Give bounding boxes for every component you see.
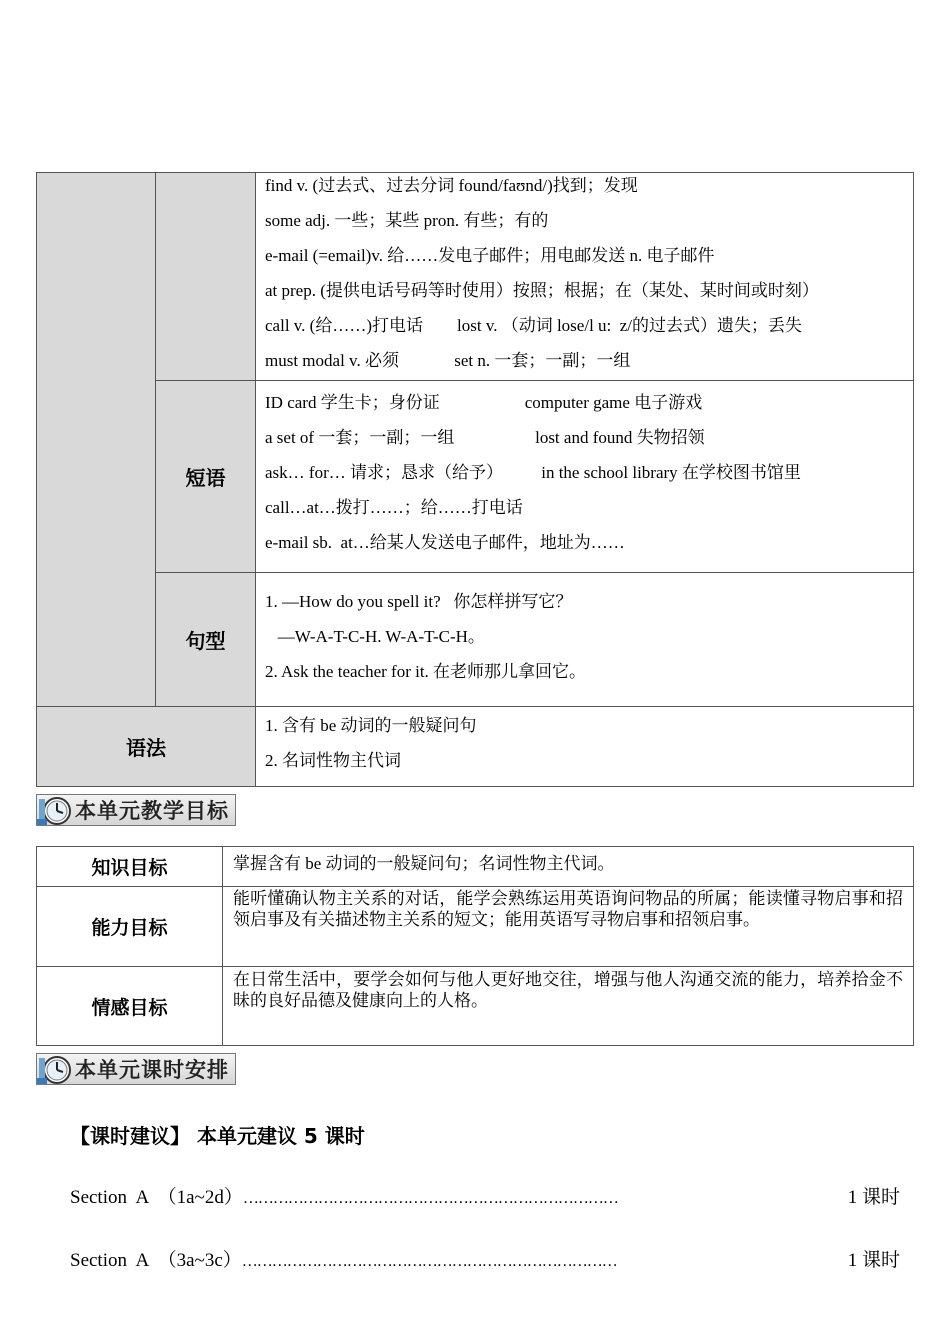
- word-entry: at prep. (提供电话号码等时使用）按照；根据；在（某处、某时间或时刻）: [265, 281, 819, 300]
- phrases-label: 短语: [185, 466, 226, 490]
- banner-title: 本单元课时安排: [75, 1058, 229, 1082]
- sentence-entry: —W-A-T-C-H. W-A-T-C-H。: [265, 627, 485, 646]
- goal-text-knowledge: 掌握含有 be 动词的一般疑问句；名词性物主代词。: [233, 854, 615, 873]
- word-entry: call v. (给……)打电话 lost v. （动词 lose/l u: z/的过去式）遗失；丢失: [265, 316, 803, 335]
- sentences-label: 句型: [185, 629, 226, 653]
- section-banner-schedule: [0, 1052, 236, 1086]
- sentences-cell: [256, 584, 915, 689]
- phrase-entry: call…at…拨打……；给……打电话: [265, 498, 523, 517]
- schedule-section: Section A （3a~3c）: [70, 1250, 242, 1271]
- word-entry: find v. (过去式、过去分词 found/faʊnd/)找到；发现: [265, 176, 638, 195]
- goal-label-knowledge: 知识目标: [91, 857, 168, 879]
- schedule-heading: 【课时建议】 本单元建议 5 课时: [70, 1124, 365, 1148]
- phrase-entry: a set of 一套；一副；一组 lost and found 失物招领: [265, 428, 705, 447]
- word-entry: e-mail (=email)v. 给……发电子邮件；用电邮发送 n. 电子邮件: [265, 246, 715, 265]
- section-banner-goals: [0, 793, 236, 827]
- grammar-entry: 2. 名词性物主代词: [265, 751, 401, 770]
- schedule-dots: …………………………………………………………………: [242, 1190, 618, 1207]
- schedule-item: [70, 1182, 900, 1209]
- banner-title: 本单元教学目标: [75, 799, 229, 823]
- grammar-cell: [256, 708, 915, 778]
- sentence-entry: 1. —How do you spell it? 你怎样拼写它？: [265, 592, 573, 611]
- word-entry: must modal v. 必须 set n. 一套；一副；一组: [265, 351, 631, 370]
- category-column: [37, 173, 156, 707]
- word-entry: some adj. 一些；某些 pron. 有些；有的: [265, 211, 549, 230]
- goal-text-emotion: 在日常生活中，要学会如何与他人更好地交往，增强与他人沟通交流的能力，培养拾金不昧的良好品德及健康向上的人格。: [233, 970, 903, 1010]
- sentence-entry: 2. Ask the teacher for it. 在老师那儿拿回它。: [265, 662, 587, 681]
- clock-icon: [37, 1052, 73, 1086]
- grammar-entry: 1. 含有 be 动词的一般疑问句: [265, 716, 477, 735]
- phrase-entry: ID card 学生卡；身份证 computer game 电子游戏: [265, 393, 703, 412]
- schedule-dots: …………………………………………………………………: [241, 1253, 617, 1270]
- goal-label-emotion: 情感目标: [91, 996, 168, 1019]
- words-cell: [256, 168, 915, 378]
- schedule-section: Section A （1a~2d）: [70, 1187, 243, 1208]
- goal-text-ability: 能听懂确认物主关系的对话，能学会熟练运用英语询问物品的所属；能读懂寻物启事和招领启事及有关描述物主关系的短文；能用英语写寻物启事和招领启事。: [233, 889, 903, 929]
- schedule-item: [70, 1245, 900, 1272]
- phrase-entry: ask… for… 请求；恳求（给予） in the school library 在学校图书馆里: [265, 463, 801, 482]
- clock-icon: [37, 793, 73, 827]
- phrases-cell: [256, 385, 915, 560]
- schedule-hours: 1 课时: [847, 1187, 900, 1208]
- phrase-entry: e-mail sb. at…给某人发送电子邮件，地址为……: [265, 533, 625, 552]
- schedule-hours: 1 课时: [847, 1250, 900, 1271]
- goal-label-ability: 能力目标: [91, 917, 168, 939]
- grammar-label: 语法: [37, 707, 256, 786]
